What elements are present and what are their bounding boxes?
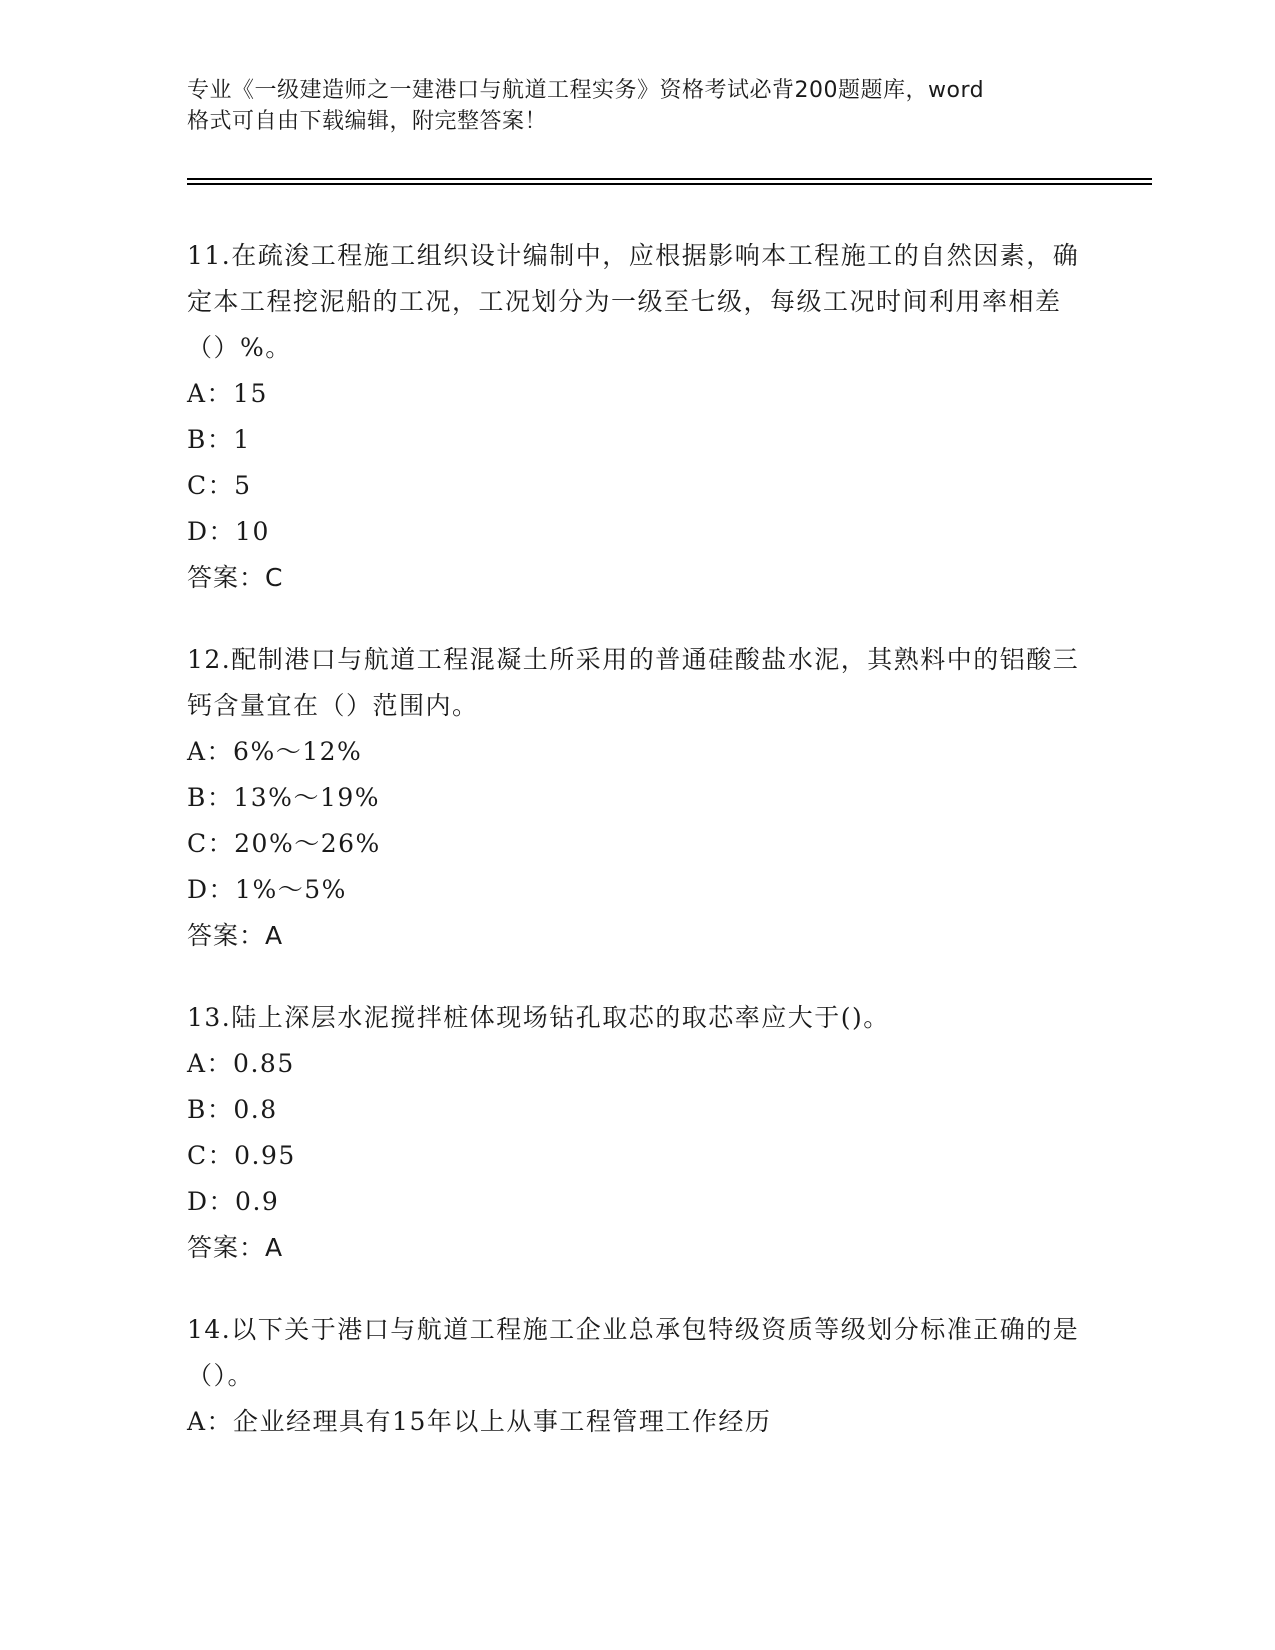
- answer: 答案：A: [187, 1233, 284, 1262]
- question-list: [187, 233, 1087, 1481]
- question-stem: 12.配制港口与航道工程混凝土所采用的普通硅酸盐水泥，其熟料中的铝酸三钙含量宜在（）范围内。: [187, 645, 1080, 720]
- option-c: C：20%～26%: [187, 829, 381, 858]
- question-14: [187, 1307, 1087, 1445]
- option-a: A：企业经理具有15年以上从事工程管理工作经历: [187, 1407, 772, 1436]
- option-d: D：1%～5%: [187, 875, 347, 904]
- header-line-2: 格式可自由下载编辑，附完整答案！: [187, 109, 548, 134]
- header-divider-top: [187, 178, 1152, 180]
- question-13: [187, 995, 1087, 1271]
- option-b: B：13%～19%: [187, 783, 381, 812]
- question-stem: 13.陆上深层水泥搅拌桩体现场钻孔取芯的取芯率应大于()。: [187, 1003, 890, 1032]
- answer: 答案：A: [187, 921, 284, 950]
- option-b: B：0.8: [187, 1095, 278, 1124]
- option-d: D：0.9: [187, 1187, 280, 1216]
- option-b: B：1: [187, 425, 251, 454]
- document-header: [187, 75, 1067, 137]
- option-a: A：6%～12%: [187, 737, 363, 766]
- question-stem: 11.在疏浚工程施工组织设计编制中，应根据影响本工程施工的自然因素，确定本工程挖泥船的工况，工况划分为一级至七级，每级工况时间利用率相差（）%。: [187, 241, 1080, 362]
- option-c: C：0.95: [187, 1141, 296, 1170]
- header-line-1: 专业《一级建造师之一建港口与航道工程实务》资格考试必背200题题库，word: [187, 78, 985, 103]
- header-divider-bottom: [187, 183, 1152, 185]
- option-a: A：0.85: [187, 1049, 295, 1078]
- question-stem: 14.以下关于港口与航道工程施工企业总承包特级资质等级划分标准正确的是（）。: [187, 1315, 1080, 1390]
- question-12: [187, 637, 1087, 959]
- option-d: D：10: [187, 517, 270, 546]
- option-a: A：15: [187, 379, 268, 408]
- question-11: [187, 233, 1087, 601]
- answer: 答案：C: [187, 563, 284, 592]
- option-c: C：5: [187, 471, 252, 500]
